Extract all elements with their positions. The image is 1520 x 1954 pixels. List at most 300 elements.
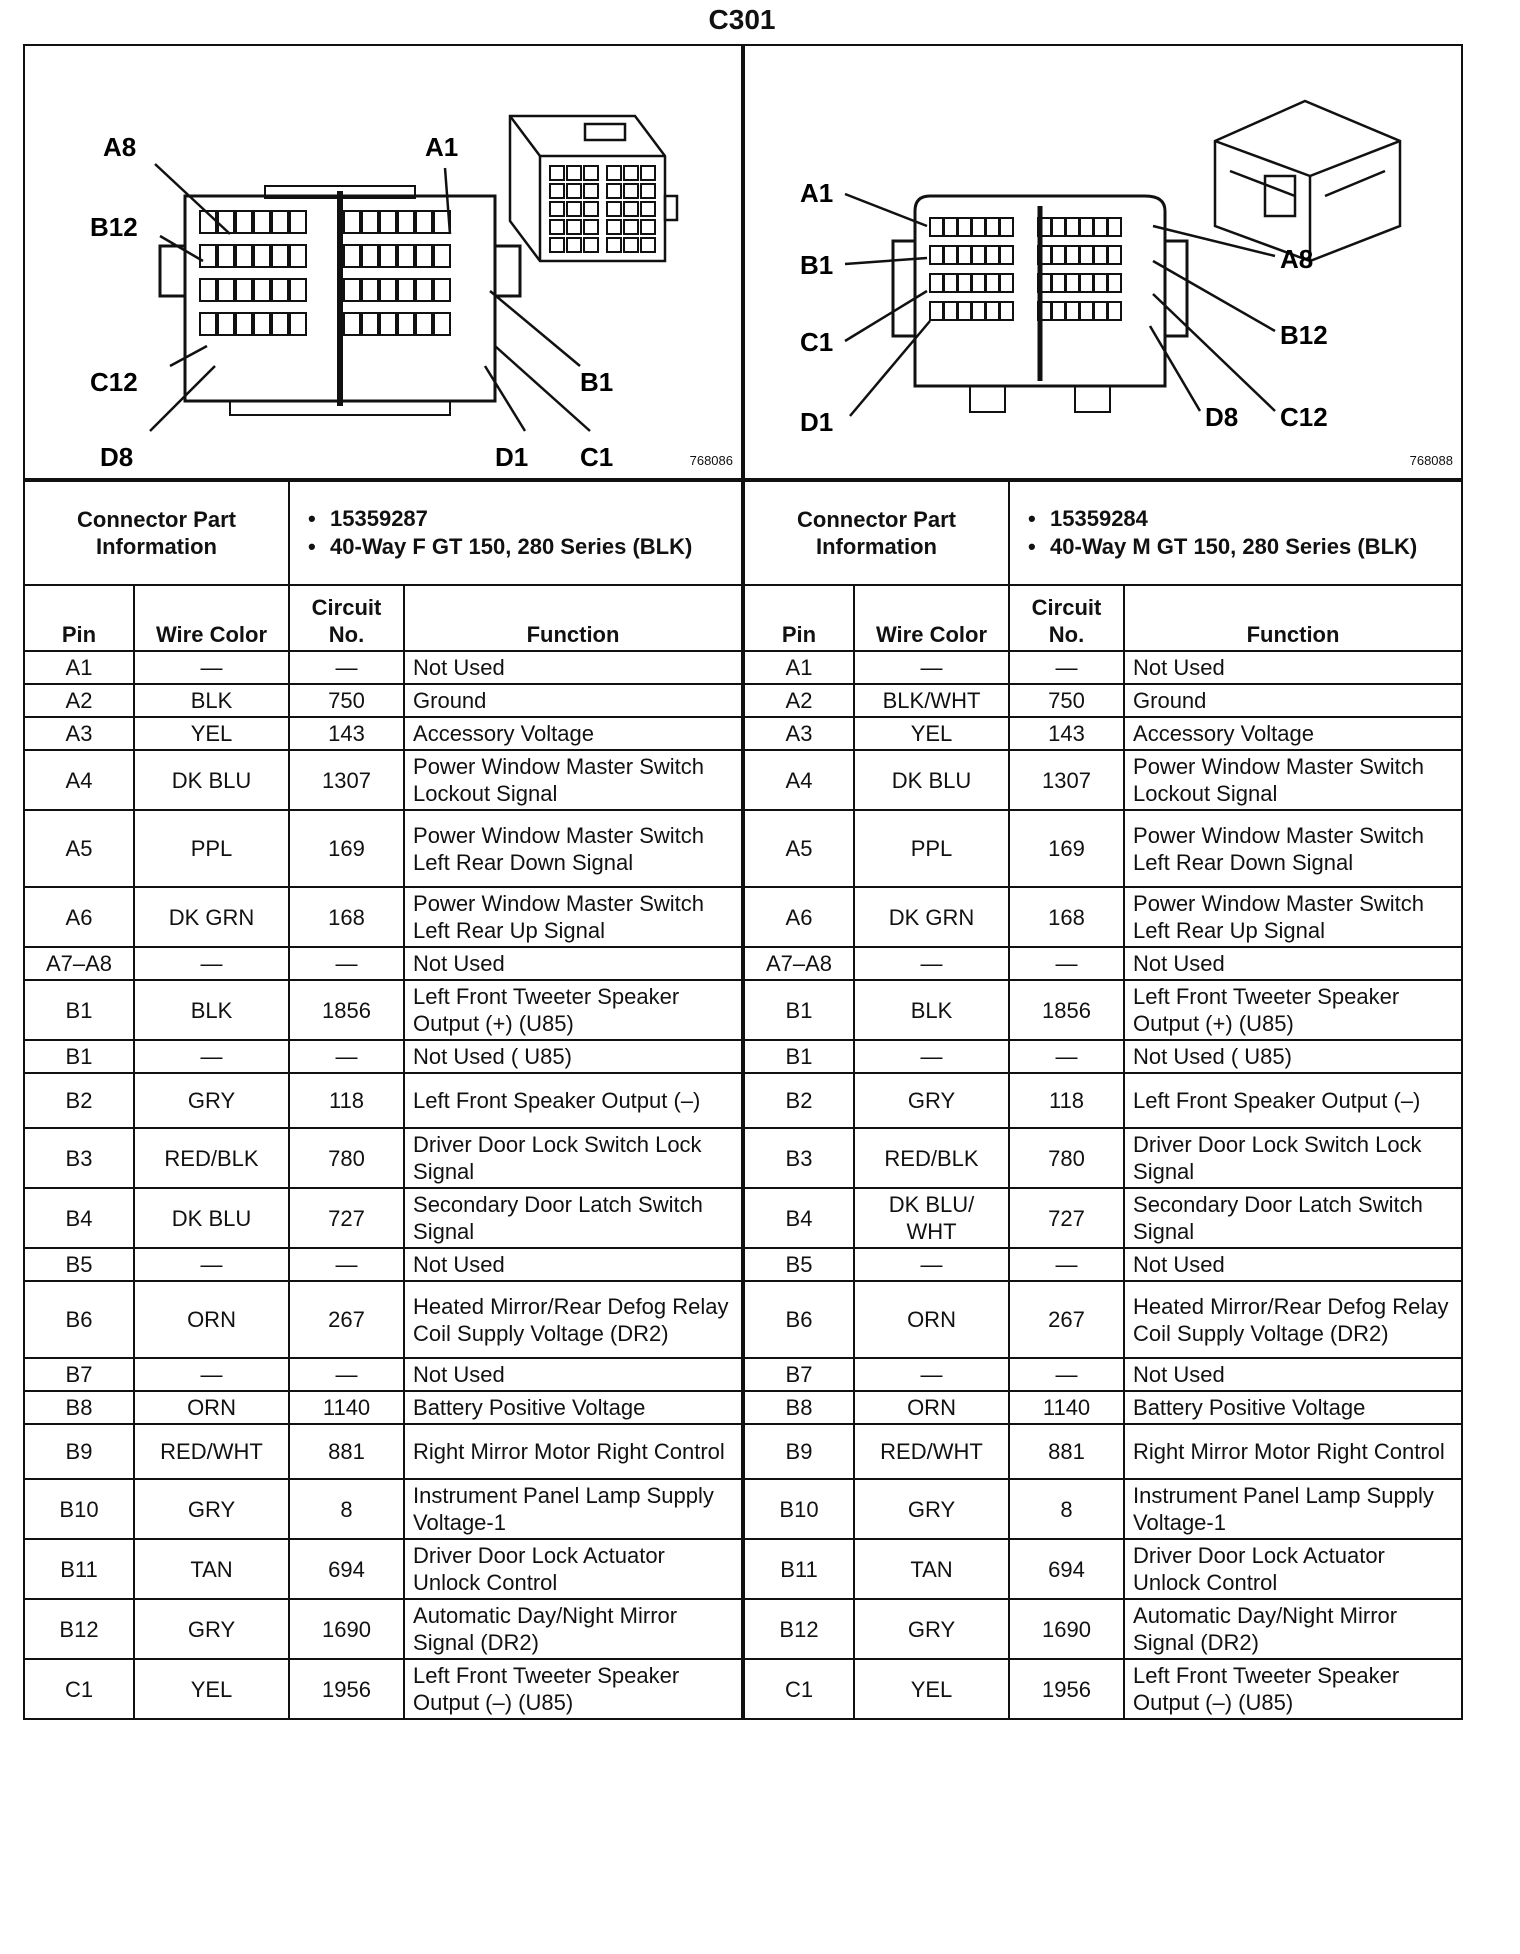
circuit-cell: 169: [289, 810, 404, 887]
pin-cavity: [550, 184, 564, 198]
function-cell: Left Front Speaker Output (–): [1124, 1073, 1462, 1128]
function-cell: Battery Positive Voltage: [404, 1391, 742, 1424]
connector-face-drawing: [25, 46, 741, 478]
function-cell: Left Front Tweeter Speaker Output (–) (U85): [404, 1659, 742, 1719]
pin-cavity: [624, 166, 638, 180]
table-row: [24, 1128, 742, 1188]
pin-cavity: [958, 274, 971, 292]
function-cell: Driver Door Lock Switch Lock Signal: [1124, 1128, 1462, 1188]
circuit-cell: 1307: [1009, 750, 1124, 810]
pin-cavity: [1000, 246, 1013, 264]
pin-cell: B3: [744, 1128, 854, 1188]
pin-cell: B8: [744, 1391, 854, 1424]
function-cell: Not Used: [1124, 1248, 1462, 1281]
pin-cavity: [958, 302, 971, 320]
table-row: [24, 1073, 742, 1128]
circuit-cell: —: [289, 1248, 404, 1281]
function-cell: Driver Door Lock Switch Lock Signal: [404, 1128, 742, 1188]
pin-cavity: [944, 302, 957, 320]
pin-cavity: [1108, 246, 1121, 264]
function-cell: Ground: [1124, 684, 1462, 717]
wire-color-cell: GRY: [134, 1479, 289, 1539]
wire-color-cell: ORN: [134, 1391, 289, 1424]
pin-cavity: [416, 313, 432, 335]
connector-right: [743, 44, 1463, 1944]
circuit-cell: —: [1009, 1248, 1124, 1281]
pin-cell: A4: [24, 750, 134, 810]
circuit-cell: 881: [289, 1424, 404, 1479]
pin-cavity: [641, 202, 655, 216]
pin-cavity: [434, 313, 450, 335]
function-cell: Ground: [404, 684, 742, 717]
circuit-cell: 1690: [289, 1599, 404, 1659]
function-cell: Not Used: [1124, 1358, 1462, 1391]
pin-cell: B9: [24, 1424, 134, 1479]
table-row: [24, 1248, 742, 1281]
connector-iso-view: [510, 116, 677, 261]
wire-color-cell: ORN: [854, 1391, 1009, 1424]
circuit-cell: 1856: [289, 980, 404, 1040]
function-cell: Secondary Door Latch Switch Signal: [404, 1188, 742, 1248]
wire-color-cell: RED/BLK: [134, 1128, 289, 1188]
table-row: [744, 1073, 1462, 1128]
wire-color-cell: —: [854, 947, 1009, 980]
circuit-cell: 267: [289, 1281, 404, 1358]
circuit-cell: —: [1009, 651, 1124, 684]
pin-cell: B1: [744, 980, 854, 1040]
wire-color-cell: PPL: [134, 810, 289, 887]
function-cell: Not Used: [1124, 651, 1462, 684]
pin-cavity: [434, 245, 450, 267]
wire-color-cell: BLK: [854, 980, 1009, 1040]
pin-cavity: [344, 211, 360, 233]
pin-cavity: [236, 245, 252, 267]
pin-cavity: [362, 313, 378, 335]
table-row: [744, 1248, 1462, 1281]
table-row: [24, 1539, 742, 1599]
wire-color-cell: —: [134, 651, 289, 684]
pin-cavity: [254, 313, 270, 335]
circuit-cell: 169: [1009, 810, 1124, 887]
wire-color-cell: DK GRN: [134, 887, 289, 947]
pin-cavity: [416, 279, 432, 301]
pin-cavity: [290, 245, 306, 267]
table-row: [744, 810, 1462, 887]
pin-cavity: [1066, 218, 1079, 236]
wire-color-cell: DK GRN: [854, 887, 1009, 947]
function-cell: Heated Mirror/Rear Defog Relay Coil Supply Voltage (DR2): [404, 1281, 742, 1358]
connector-diagram-female: [23, 44, 743, 480]
wire-color-cell: TAN: [134, 1539, 289, 1599]
pin-cell: C1: [744, 1659, 854, 1719]
pin-cavity: [567, 238, 581, 252]
function-cell: Power Window Master Switch Lockout Signal: [404, 750, 742, 810]
table-row: [744, 717, 1462, 750]
pin-label-b12: B12: [90, 212, 138, 242]
pin-cell: B1: [744, 1040, 854, 1073]
header-circuit-no: Circuit No.: [289, 585, 404, 651]
pin-cavity: [624, 220, 638, 234]
pin-cavity: [986, 274, 999, 292]
pin-cavity: [398, 279, 414, 301]
pin-cell: B11: [24, 1539, 134, 1599]
pin-cavities: [200, 211, 450, 335]
circuit-cell: 143: [1009, 717, 1124, 750]
pin-cavity: [254, 245, 270, 267]
header-wire-color: Wire Color: [134, 585, 289, 651]
pin-label-a1: A1: [800, 178, 834, 208]
wire-color-cell: BLK: [134, 684, 289, 717]
table-row: [744, 1479, 1462, 1539]
pin-cavity: [1000, 218, 1013, 236]
circuit-cell: 118: [289, 1073, 404, 1128]
circuit-cell: 694: [1009, 1539, 1124, 1599]
circuit-cell: —: [1009, 1040, 1124, 1073]
function-cell: Not Used: [404, 947, 742, 980]
pin-cavity: [380, 279, 396, 301]
pin-cell: A3: [744, 717, 854, 750]
pin-cavity: [930, 302, 943, 320]
function-cell: Power Window Master Switch Left Rear Up Signal: [404, 887, 742, 947]
wire-color-cell: YEL: [854, 1659, 1009, 1719]
pin-cavity: [958, 218, 971, 236]
pin-cavity: [1108, 274, 1121, 292]
pin-cavity: [1052, 246, 1065, 264]
pin-cavity: [641, 184, 655, 198]
pin-cell: B12: [24, 1599, 134, 1659]
pin-cell: B5: [24, 1248, 134, 1281]
table-row: [744, 1539, 1462, 1599]
pin-cell: B5: [744, 1248, 854, 1281]
table-row: [744, 1659, 1462, 1719]
pin-cavity: [290, 313, 306, 335]
pin-cell: B7: [744, 1358, 854, 1391]
table-row: [744, 750, 1462, 810]
wire-color-cell: BLK: [134, 980, 289, 1040]
header-pin: Pin: [24, 585, 134, 651]
wire-color-cell: YEL: [134, 1659, 289, 1719]
wire-color-cell: RED/BLK: [854, 1128, 1009, 1188]
pin-label-a8: A8: [1280, 244, 1314, 274]
pin-cavity: [1052, 274, 1065, 292]
pin-cavity: [290, 211, 306, 233]
table-row: [744, 1040, 1462, 1073]
pin-cavity: [200, 245, 216, 267]
header-wire-color: Wire Color: [854, 585, 1009, 651]
pin-cell: B10: [24, 1479, 134, 1539]
function-cell: Accessory Voltage: [1124, 717, 1462, 750]
pin-cavity: [236, 313, 252, 335]
pinout-table-left: [23, 480, 743, 1720]
pin-cavity: [641, 238, 655, 252]
circuit-cell: 8: [289, 1479, 404, 1539]
wire-color-cell: DK BLU: [134, 750, 289, 810]
pin-cavity: [567, 166, 581, 180]
pin-cavity: [218, 279, 234, 301]
pin-cavity: [344, 245, 360, 267]
wire-color-cell: —: [854, 1248, 1009, 1281]
circuit-cell: —: [1009, 947, 1124, 980]
table-row: [744, 887, 1462, 947]
pin-cavity: [1066, 302, 1079, 320]
circuit-cell: 694: [289, 1539, 404, 1599]
pin-cavity: [944, 274, 957, 292]
pin-cavity: [624, 238, 638, 252]
pin-cell: C1: [24, 1659, 134, 1719]
wire-color-cell: DK BLU: [854, 750, 1009, 810]
pin-cell: A3: [24, 717, 134, 750]
pin-label-c1: C1: [580, 442, 614, 472]
pin-cavity: [944, 246, 957, 264]
function-cell: Power Window Master Switch Left Rear Down Signal: [404, 810, 742, 887]
wire-color-cell: TAN: [854, 1539, 1009, 1599]
iso-cavity-grid: [550, 166, 655, 252]
pin-leader-lines: [845, 194, 1275, 416]
table-row: [744, 947, 1462, 980]
pin-cavity: [567, 220, 581, 234]
wire-color-cell: —: [134, 1358, 289, 1391]
function-cell: Driver Door Lock Actuator Unlock Control: [404, 1539, 742, 1599]
circuit-cell: 168: [1009, 887, 1124, 947]
function-cell: Right Mirror Motor Right Control: [404, 1424, 742, 1479]
circuit-cell: 1140: [1009, 1391, 1124, 1424]
pin-cavity: [1000, 302, 1013, 320]
table-row: [24, 651, 742, 684]
function-cell: Automatic Day/Night Mirror Signal (DR2): [404, 1599, 742, 1659]
circuit-cell: —: [1009, 1358, 1124, 1391]
pin-cavity: [200, 313, 216, 335]
pin-cell: B1: [24, 980, 134, 1040]
pin-cavity: [1066, 274, 1079, 292]
pinout-table-right: [743, 480, 1463, 1720]
pin-cavity: [972, 218, 985, 236]
table-row: [744, 1599, 1462, 1659]
pin-cavity: [986, 218, 999, 236]
pin-cavity: [930, 246, 943, 264]
pin-cavity: [958, 246, 971, 264]
pin-cell: B10: [744, 1479, 854, 1539]
connector-info-row: [744, 481, 1462, 585]
part-number: • 15359287: [330, 505, 735, 533]
table-row: [24, 1281, 742, 1358]
pin-cell: A4: [744, 750, 854, 810]
pin-cavity: [944, 218, 957, 236]
pin-cavity: [567, 202, 581, 216]
table-row: [24, 1479, 742, 1539]
function-cell: Secondary Door Latch Switch Signal: [1124, 1188, 1462, 1248]
wire-color-cell: DK BLU/ WHT: [854, 1188, 1009, 1248]
column-headers: [24, 585, 742, 651]
circuit-cell: 727: [1009, 1188, 1124, 1248]
circuit-cell: 750: [289, 684, 404, 717]
connector-info-list: [289, 481, 742, 585]
function-cell: Not Used: [404, 1358, 742, 1391]
pin-cavity: [550, 238, 564, 252]
figure-number: 768086: [689, 453, 733, 468]
connector-iso-view: [1215, 101, 1400, 261]
pin-cell: B12: [744, 1599, 854, 1659]
pin-cell: B2: [744, 1073, 854, 1128]
table-row: [24, 887, 742, 947]
pinout-rows: [24, 651, 742, 1719]
pin-cell: A1: [744, 651, 854, 684]
header-function: Function: [404, 585, 742, 651]
pin-cavity: [1000, 274, 1013, 292]
function-cell: Power Window Master Switch Left Rear Up Signal: [1124, 887, 1462, 947]
pin-cell: B9: [744, 1424, 854, 1479]
table-row: [24, 684, 742, 717]
pin-cavity: [607, 220, 621, 234]
connector-info-list: [1009, 481, 1462, 585]
table-row: [744, 1281, 1462, 1358]
circuit-cell: 1856: [1009, 980, 1124, 1040]
table-row: [24, 1659, 742, 1719]
pin-cell: B3: [24, 1128, 134, 1188]
pin-cavity: [624, 202, 638, 216]
circuit-cell: —: [289, 1040, 404, 1073]
table-row: [744, 1188, 1462, 1248]
pin-label-a8: A8: [103, 132, 137, 162]
pin-label-c12: C12: [90, 367, 138, 397]
pin-label-c12: C12: [1280, 402, 1328, 432]
pin-cavity: [607, 166, 621, 180]
pin-cavity: [930, 218, 943, 236]
function-cell: Power Window Master Switch Left Rear Down Signal: [1124, 810, 1462, 887]
circuit-cell: 1956: [289, 1659, 404, 1719]
function-cell: Not Used: [404, 1248, 742, 1281]
connector-type: • 40-Way M GT 150, 280 Series (BLK): [1050, 533, 1455, 561]
function-cell: Driver Door Lock Actuator Unlock Control: [1124, 1539, 1462, 1599]
pin-cavity: [380, 313, 396, 335]
pin-cell: A7–A8: [24, 947, 134, 980]
table-row: [24, 980, 742, 1040]
function-cell: Battery Positive Voltage: [1124, 1391, 1462, 1424]
circuit-cell: 168: [289, 887, 404, 947]
wire-color-cell: ORN: [854, 1281, 1009, 1358]
wire-color-cell: —: [134, 947, 289, 980]
pin-cavity: [930, 274, 943, 292]
pin-cavity: [398, 211, 414, 233]
wire-color-cell: ORN: [134, 1281, 289, 1358]
table-row: [24, 810, 742, 887]
header-function: Function: [1124, 585, 1462, 651]
pin-label-d1: D1: [800, 407, 834, 437]
function-cell: Accessory Voltage: [404, 717, 742, 750]
pin-cell: A2: [24, 684, 134, 717]
function-cell: Left Front Tweeter Speaker Output (+) (U85): [1124, 980, 1462, 1040]
connector-face-drawing: [745, 46, 1461, 478]
wire-color-cell: RED/WHT: [854, 1424, 1009, 1479]
circuit-cell: 780: [289, 1128, 404, 1188]
pin-cavity: [641, 166, 655, 180]
function-cell: Not Used: [1124, 947, 1462, 980]
function-cell: Left Front Tweeter Speaker Output (–) (U85): [1124, 1659, 1462, 1719]
pin-cavity: [344, 279, 360, 301]
table-row: [744, 1391, 1462, 1424]
pin-cavity: [1052, 218, 1065, 236]
pin-cavity: [1080, 218, 1093, 236]
pin-cavity: [254, 211, 270, 233]
table-row: [24, 947, 742, 980]
wire-color-cell: GRY: [134, 1599, 289, 1659]
pin-cavity: [398, 313, 414, 335]
pin-cavity: [1108, 302, 1121, 320]
table-row: [744, 684, 1462, 717]
table-row: [24, 1358, 742, 1391]
pin-cavity: [380, 211, 396, 233]
pin-cavity: [398, 245, 414, 267]
pin-cavity: [200, 279, 216, 301]
circuit-cell: 727: [289, 1188, 404, 1248]
wire-color-cell: —: [854, 1358, 1009, 1391]
wire-color-cell: RED/WHT: [134, 1424, 289, 1479]
pin-cavities: [930, 218, 1121, 320]
circuit-cell: 8: [1009, 1479, 1124, 1539]
pin-cell: A2: [744, 684, 854, 717]
pin-cavity: [641, 220, 655, 234]
pin-cavity: [607, 238, 621, 252]
wire-color-cell: PPL: [854, 810, 1009, 887]
pin-cavity: [972, 302, 985, 320]
wire-color-cell: GRY: [854, 1073, 1009, 1128]
pin-cell: A7–A8: [744, 947, 854, 980]
wire-color-cell: —: [134, 1248, 289, 1281]
circuit-cell: 143: [289, 717, 404, 750]
table-row: [24, 1040, 742, 1073]
pin-cavity: [550, 166, 564, 180]
pin-cavity: [584, 184, 598, 198]
wire-color-cell: —: [854, 651, 1009, 684]
pin-cavity: [362, 245, 378, 267]
pin-cavity: [550, 220, 564, 234]
table-row: [24, 1424, 742, 1479]
pin-cell: B11: [744, 1539, 854, 1599]
circuit-cell: 1307: [289, 750, 404, 810]
circuit-cell: 1140: [289, 1391, 404, 1424]
pin-cavity: [567, 184, 581, 198]
circuit-cell: 118: [1009, 1073, 1124, 1128]
pin-cavity: [236, 211, 252, 233]
circuit-cell: —: [289, 651, 404, 684]
connector-frame: [23, 44, 1463, 1944]
pin-cavity: [550, 202, 564, 216]
pin-cavity: [236, 279, 252, 301]
pin-cavity: [584, 166, 598, 180]
pin-label-d1: D1: [495, 442, 529, 472]
function-cell: Not Used ( U85): [1124, 1040, 1462, 1073]
connector-info-label: Connector Part Information: [744, 481, 1009, 585]
function-cell: Power Window Master Switch Lockout Signal: [1124, 750, 1462, 810]
circuit-cell: 780: [1009, 1128, 1124, 1188]
pin-cavity: [607, 202, 621, 216]
pin-cavity: [416, 245, 432, 267]
pin-cavity: [1094, 246, 1107, 264]
wire-color-cell: YEL: [134, 717, 289, 750]
pin-cavity: [272, 245, 288, 267]
table-row: [24, 1391, 742, 1424]
wire-color-cell: DK BLU: [134, 1188, 289, 1248]
pin-cell: B6: [744, 1281, 854, 1358]
circuit-cell: 1690: [1009, 1599, 1124, 1659]
pin-label-d8: D8: [100, 442, 134, 472]
wire-color-cell: —: [854, 1040, 1009, 1073]
pin-cell: A1: [24, 651, 134, 684]
circuit-cell: 1956: [1009, 1659, 1124, 1719]
pin-cavity: [986, 246, 999, 264]
table-row: [744, 1358, 1462, 1391]
function-cell: Left Front Tweeter Speaker Output (+) (U85): [404, 980, 742, 1040]
table-row: [744, 651, 1462, 684]
